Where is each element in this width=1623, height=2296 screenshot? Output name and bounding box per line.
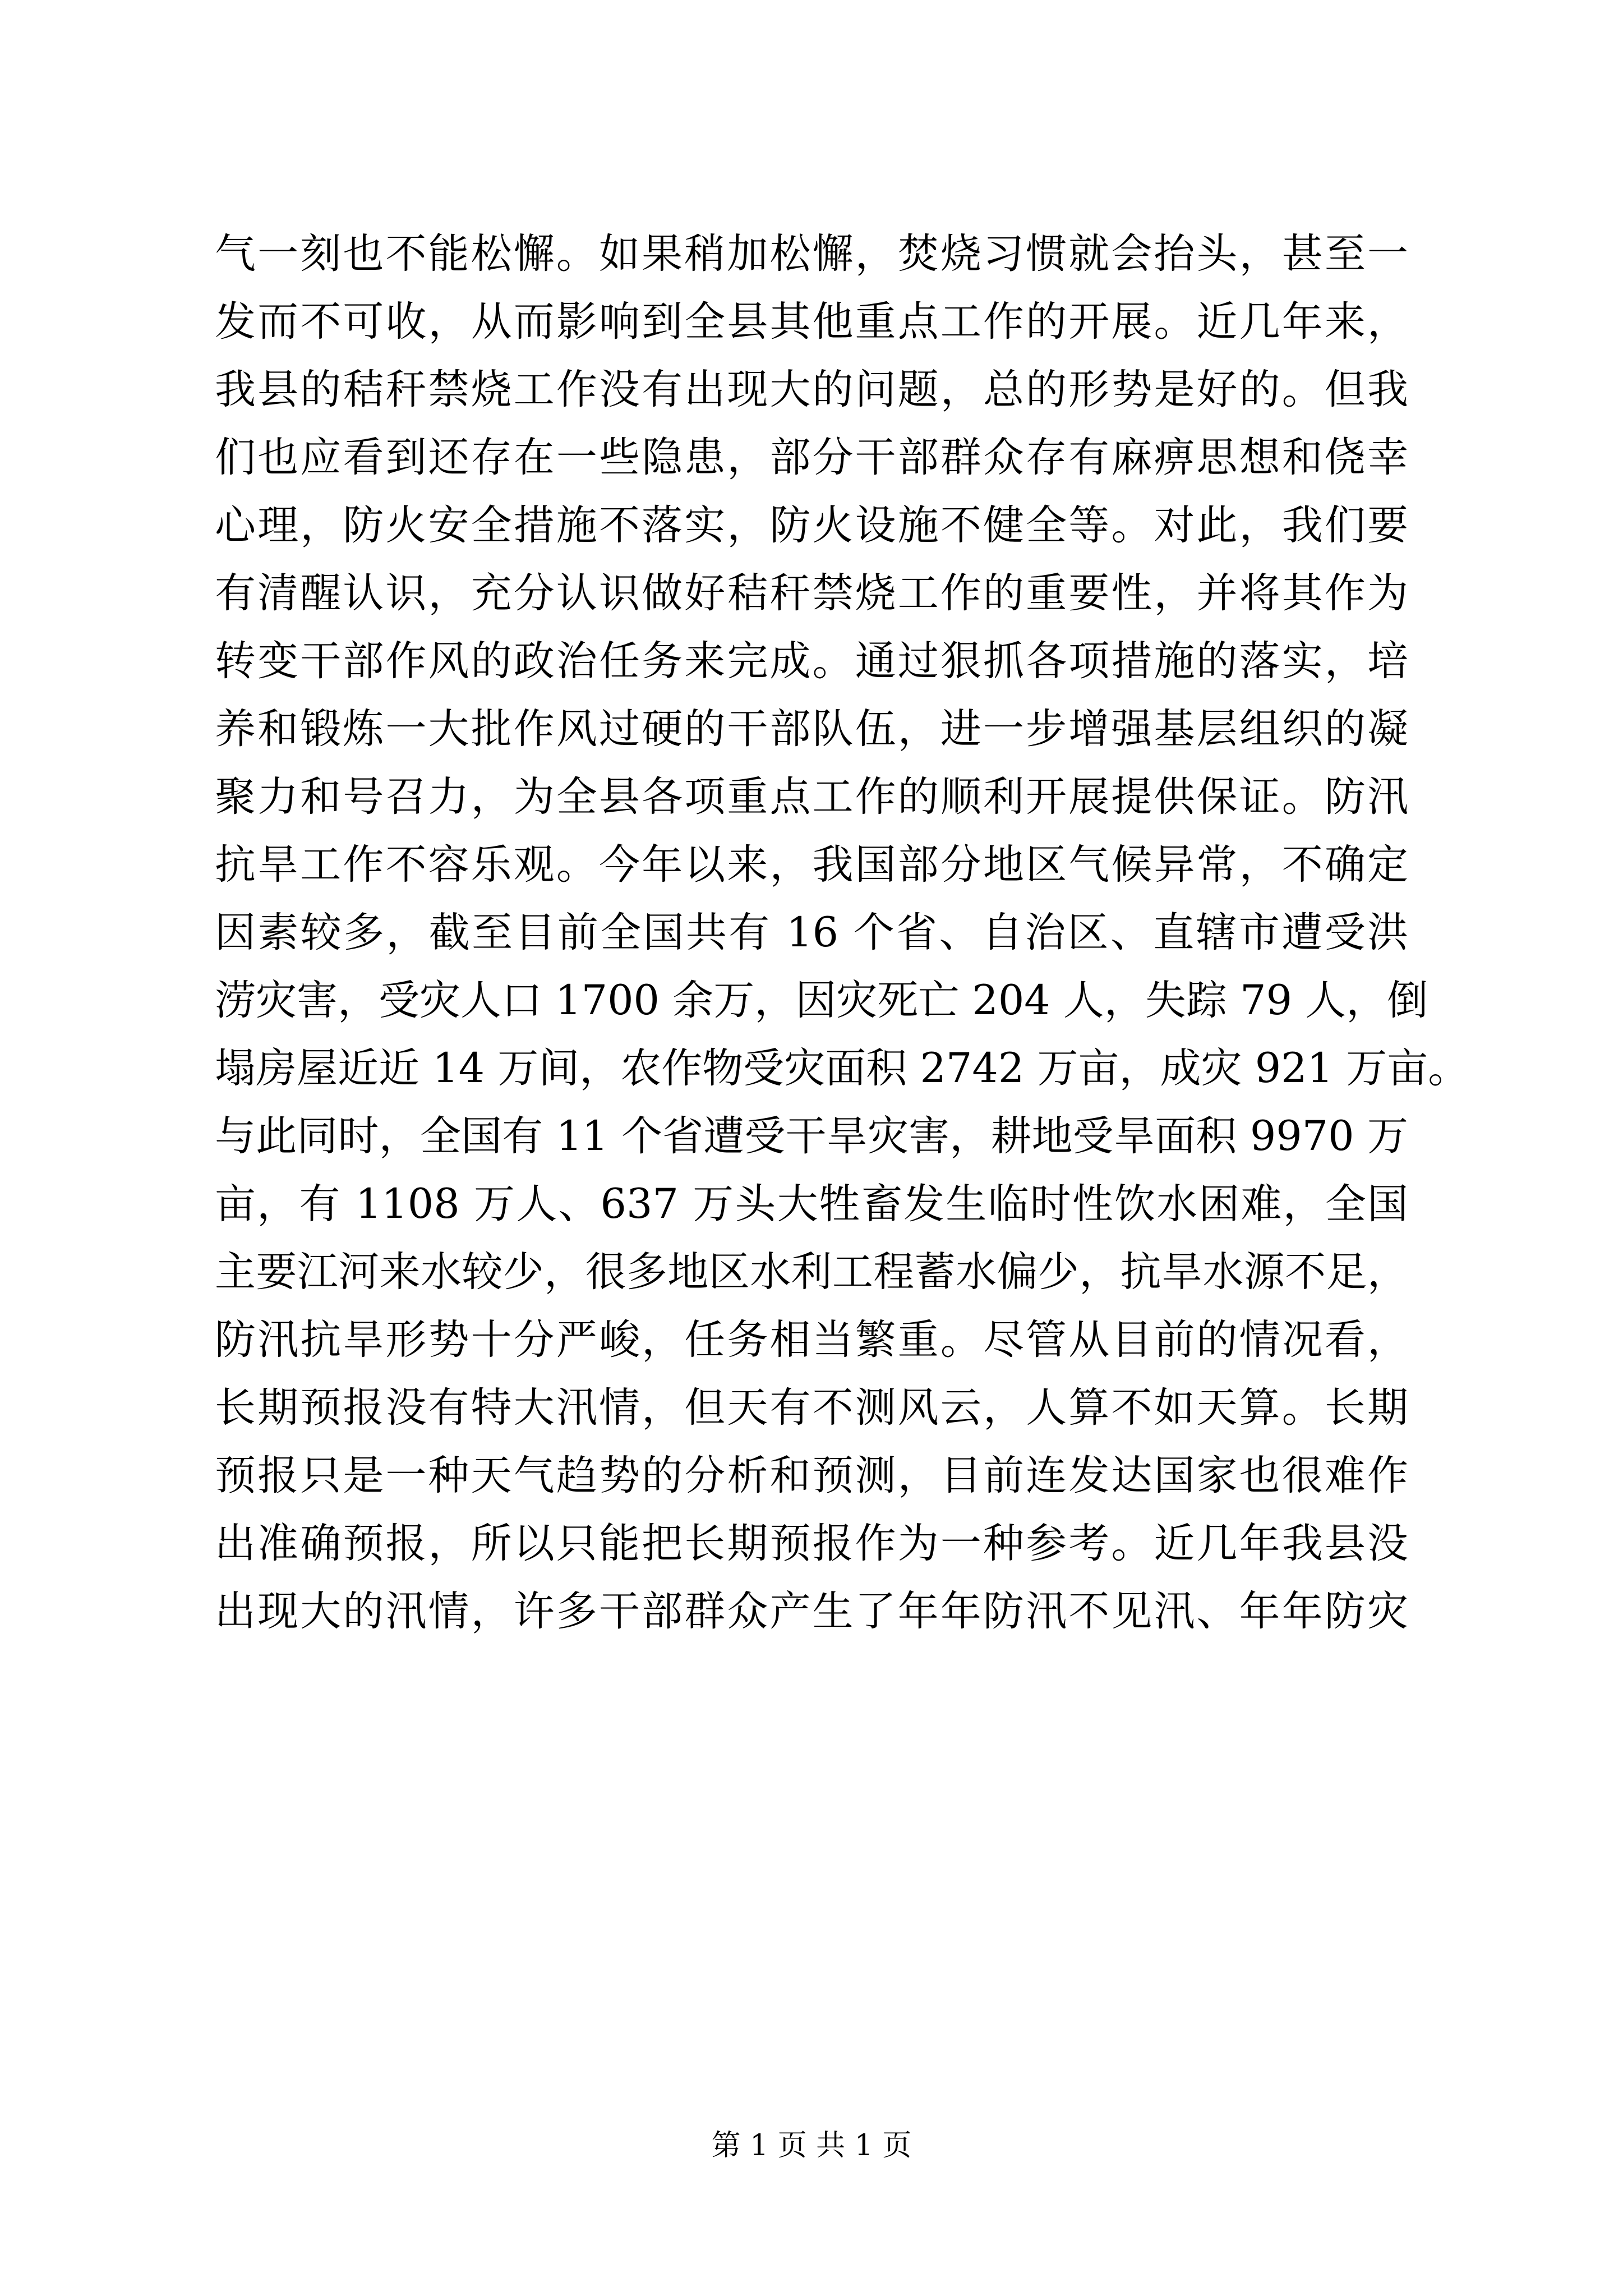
text-line: 气一刻也不能松懈。如果稍加松懈，焚烧习惯就会抬头，甚至一 — [215, 230, 1408, 278]
text-line: 长期预报没有特大汛情，但天有不测风云，人算不如天算。长期 — [215, 1384, 1408, 1432]
text-line: 塌房屋近近 14 万间，农作物受灾面积 2742 万亩，成灾 921 万亩。 — [215, 1045, 1469, 1092]
text-line: 出准确预报，所以只能把长期预报作为一种参考。近几年我县没 — [215, 1520, 1408, 1567]
text-line: 预报只是一种天气趋势的分析和预测，目前连发达国家也很难作 — [215, 1452, 1408, 1499]
text-line: 心理，防火安全措施不落实，防火设施不健全等。对此，我们要 — [215, 501, 1408, 549]
text-line: 主要江河来水较少，很多地区水利工程蓄水偏少，抗旱水源不足， — [215, 1248, 1408, 1296]
text-line: 防汛抗旱形势十分严峻，任务相当繁重。尽管从目前的情况看， — [215, 1316, 1408, 1364]
text-line: 与此同时，全国有 11 个省遭受干旱灾害，耕地受旱面积 9970 万 — [215, 1112, 1408, 1160]
text-line: 涝灾害，受灾人口 1700 余万，因灾死亡 204 人，失踪 79 人，倒 — [215, 977, 1428, 1024]
text-line: 抗旱工作不容乐观。今年以来，我国部分地区气候异常，不确定 — [215, 841, 1408, 889]
text-line: 养和锻炼一大批作风过硬的干部队伍，进一步增强基层组织的凝 — [215, 705, 1408, 753]
page-footer — [0, 2126, 1623, 2165]
text-line: 亩，有 1108 万人、637 万头大牲畜发生临时性饮水困难，全国 — [215, 1180, 1408, 1228]
body-text — [215, 220, 1469, 1645]
text-line: 发而不可收，从而影响到全县其他重点工作的开展。近几年来， — [215, 298, 1408, 346]
text-line: 因素较多，截至目前全国共有 16 个省、自治区、直辖市遭受洪 — [215, 909, 1408, 956]
text-line: 有清醒认识，充分认识做好秸秆禁烧工作的重要性，并将其作为 — [215, 569, 1408, 617]
text-line: 我县的秸秆禁烧工作没有出现大的问题，总的形势是好的。但我 — [215, 366, 1408, 413]
page-number: 第 1 页 共 1 页 — [711, 2129, 912, 2162]
text-line: 聚力和号召力，为全县各项重点工作的顺利开展提供保证。防汛 — [215, 773, 1408, 821]
text-line: 转变干部作风的政治任务来完成。通过狠抓各项措施的落实，培 — [215, 637, 1408, 685]
text-line: 出现大的汛情，许多干部群众产生了年年防汛不见汛、年年防灾 — [215, 1588, 1408, 1635]
text-line: 们也应看到还存在一些隐患，部分干部群众存有麻痹思想和侥幸 — [215, 434, 1408, 481]
